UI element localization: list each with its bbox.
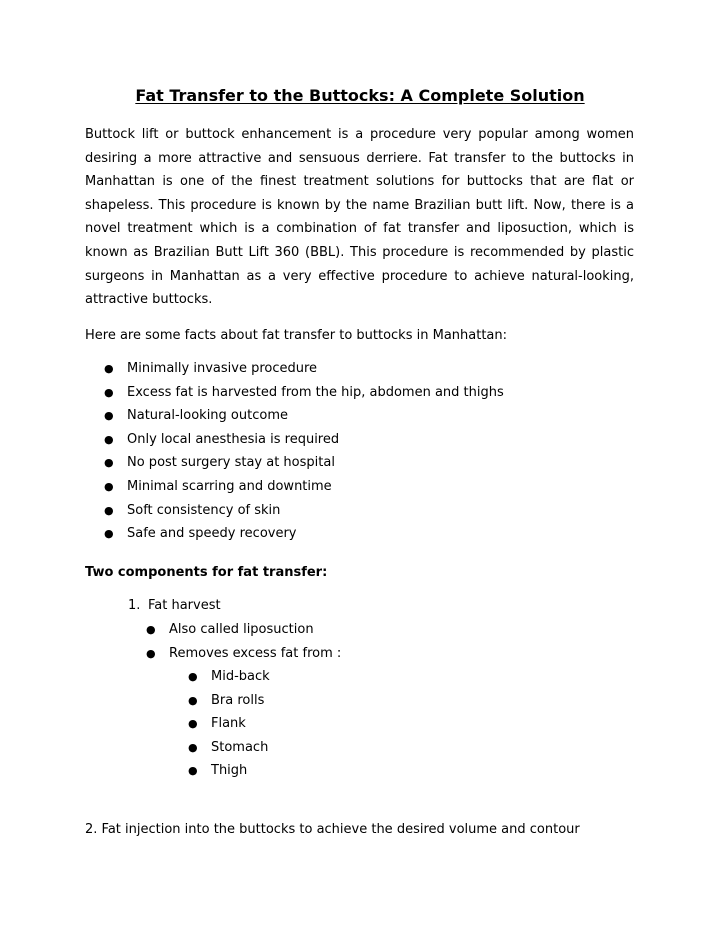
bullet-icon: ● — [104, 409, 114, 423]
list-item-text: Safe and speedy recovery — [127, 526, 297, 542]
fat-areas-list — [186, 667, 270, 785]
bullet-icon: ● — [188, 717, 198, 731]
component-2-text: 2. Fat injection into the buttocks to achieve the desired volume and contour — [85, 822, 580, 837]
bullet-icon: ● — [104, 385, 114, 399]
components-heading: Two components for fat transfer: — [85, 565, 328, 580]
component-1-sublist — [144, 620, 341, 667]
bullet-icon: ● — [104, 503, 114, 517]
list-item — [186, 691, 270, 715]
list-item-text: Natural-looking outcome — [127, 408, 288, 424]
list-item-text: Stomach — [211, 739, 269, 755]
bullet-icon: ● — [188, 764, 198, 778]
intro-paragraph: Buttock lift or buttock enhancement is a procedure very popular among women desiring a more attractive and sensuous derriere. Fat transfer to the buttocks in Manhattan is one of the finest treatment solutions for buttocks that are flat or shapeless. This procedure is known by the name Brazilian butt lift. Now, there is a novel treatment which is a combination of fat transfer and liposuction, which is known as Brazilian Butt Lift 360 (BBL). This procedure is recommended by plastic surgeons in Manhattan as a very effective procedure to achieve natural-looking, attractive buttocks. — [85, 127, 634, 308]
list-item-text: Bra rolls — [211, 692, 265, 708]
list-item-text: Also called liposuction — [169, 622, 314, 637]
bullet-icon: ● — [188, 670, 198, 683]
bullet-icon: ● — [104, 479, 114, 493]
list-item — [85, 524, 504, 548]
component-1-label: Fat harvest — [148, 598, 221, 613]
list-item — [186, 738, 270, 762]
bullet-icon: ● — [188, 693, 198, 707]
list-item-text: Excess fat is harvested from the hip, abdomen and thighs — [127, 384, 504, 400]
list-item — [186, 761, 270, 785]
list-item — [85, 453, 504, 477]
list-item — [144, 620, 341, 644]
document-title: Fat Transfer to the Buttocks: A Complete Solution — [135, 86, 585, 105]
list-item — [85, 430, 504, 454]
bullet-icon: ● — [104, 432, 114, 446]
list-item-text: Minimally invasive procedure — [127, 361, 318, 376]
list-item — [85, 501, 504, 525]
bullet-icon: ● — [146, 623, 156, 636]
list-item-text: Removes excess fat from : — [169, 645, 342, 661]
list-item — [85, 406, 504, 430]
list-item-text: Minimal scarring and downtime — [127, 478, 332, 494]
list-item — [85, 383, 504, 407]
facts-lead-text: Here are some facts about fat transfer to buttocks in Manhattan: — [85, 328, 508, 343]
list-item — [85, 359, 504, 383]
list-item — [186, 714, 270, 738]
bullet-icon: ● — [104, 456, 114, 470]
bullet-icon: ● — [104, 362, 114, 375]
list-item-text: Mid-back — [211, 669, 270, 684]
bullet-icon: ● — [146, 646, 156, 660]
component-1-number: 1. — [128, 598, 141, 613]
list-item-text: Thigh — [211, 763, 248, 779]
bullet-icon: ● — [104, 527, 114, 541]
list-item-text: Soft consistency of skin — [127, 502, 281, 518]
list-item — [144, 644, 341, 668]
component-1-item — [128, 596, 221, 616]
bullet-icon: ● — [188, 740, 198, 754]
list-item — [186, 667, 270, 691]
list-item-text: Only local anesthesia is required — [127, 431, 340, 447]
list-item-text: Flank — [211, 716, 246, 732]
list-item-text: No post surgery stay at hospital — [127, 455, 335, 471]
facts-list — [85, 359, 504, 548]
list-item — [85, 477, 504, 501]
